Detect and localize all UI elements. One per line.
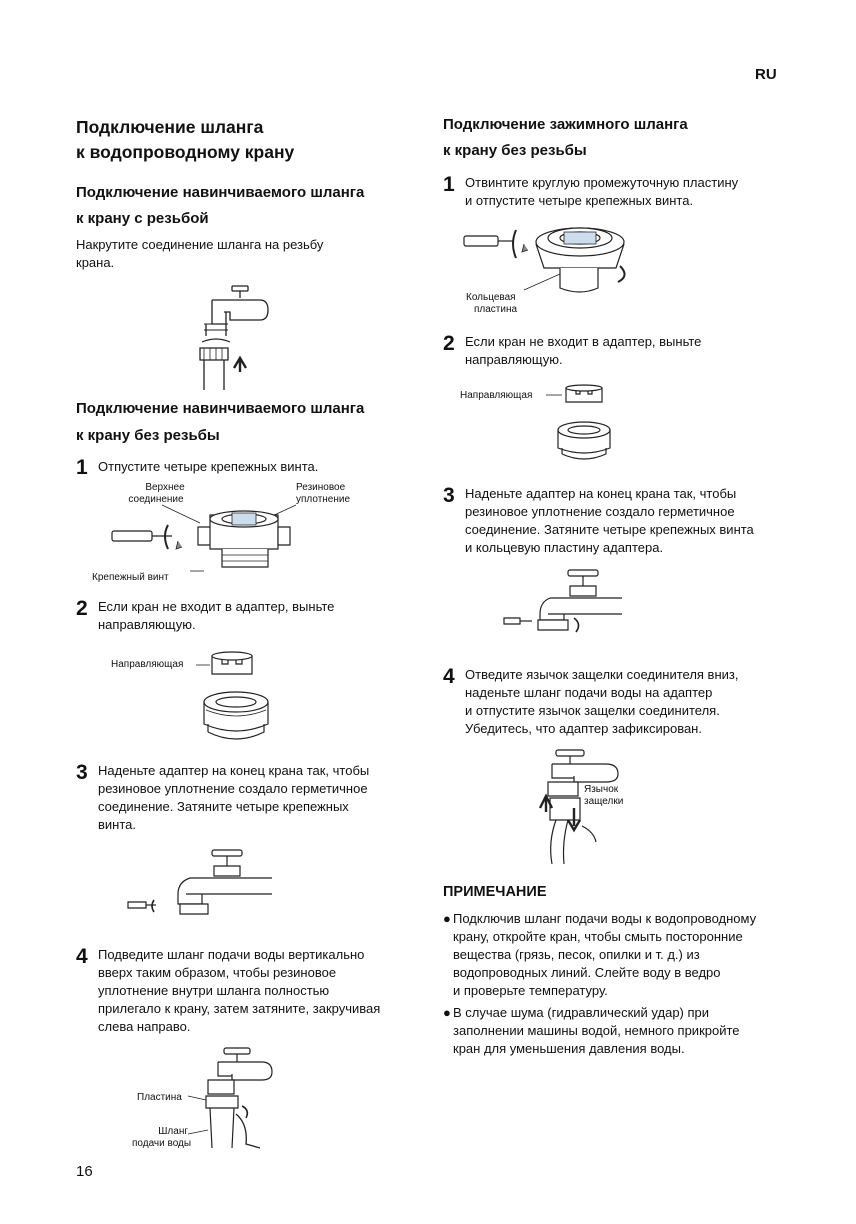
- left-step-3-line-4: винта.: [98, 817, 136, 832]
- note-bullet-1-line-3: вещества (грязь, песок, опилки и т. д.) из: [453, 947, 700, 962]
- adapter-screw-illustration: [110, 505, 300, 577]
- threaded-text-line-2: крана.: [76, 255, 115, 270]
- threaded-title-line-2: к крану с резьбой: [76, 210, 209, 227]
- left-step-2-line-1: Если кран не входит в адаптер, выньте: [98, 599, 335, 614]
- right-step-2-number: 2: [443, 332, 455, 355]
- right-step-2-line-1: Если кран не входит в адаптер, выньте: [465, 334, 702, 349]
- label-guide-left: Направляющая: [111, 659, 184, 670]
- note-bullet-2-line-2: заполнении машины водой, немного прикройте: [453, 1023, 740, 1038]
- note-bullet-1-line-1: Подключив шланг подачи воды к водопроводному: [453, 911, 757, 926]
- left-step-3-number: 3: [76, 761, 88, 784]
- right-step-4-line-1: Отведите язычок защелки соединителя вниз,: [465, 667, 739, 682]
- note-bullet-1-line-4: водопроводных линий. Слейте воду в ведро: [453, 965, 721, 980]
- note-bullet-2: [443, 1004, 823, 1058]
- hose-attach-illustration-left: [188, 1044, 274, 1150]
- label-ring-plate-1: Кольцевая: [466, 292, 516, 303]
- left-step-3-line-1: Наденьте адаптер на конец крана так, чтобы: [98, 763, 370, 778]
- label-guide-right: Направляющая: [460, 390, 533, 401]
- right-step-1-line-2: и отпустите четыре крепежных винта.: [465, 193, 694, 208]
- right-step-4-line-2: наденьте шланг подачи воды на адаптер: [465, 685, 713, 700]
- left-step-1-number: 1: [76, 456, 88, 479]
- right-step-2-line-2: направляющую.: [465, 352, 563, 367]
- label-plate: Пластина: [137, 1092, 182, 1103]
- right-step-3-line-2: резиновое уплотнение создало герметичное: [465, 504, 735, 519]
- left-step-1-text: Отпустите четыре крепежных винта.: [98, 459, 319, 474]
- left-step-4-line-4: прилегало к крану, затем затяните, закручивая: [98, 1001, 381, 1016]
- left-step-3-line-2: резиновое уплотнение создало герметичное: [98, 781, 368, 796]
- left-step-3-line-3: соединение. Затяните четыре крепежных: [98, 799, 349, 814]
- label-hose-2: подачи воды: [132, 1138, 192, 1149]
- label-rubber-seal-2: уплотнение: [296, 494, 351, 505]
- right-step-1-line-1: Отвинтите круглую промежуточную пластину: [465, 175, 739, 190]
- note-title: ПРИМЕЧАНИЕ: [443, 884, 547, 900]
- right-step-3-line-3: соединение. Затяните четыре крепежных винта: [465, 522, 754, 537]
- label-upper-joint-1: Верхнее: [145, 482, 185, 493]
- right-step-3-number: 3: [443, 484, 455, 507]
- left-step-4-number: 4: [76, 945, 88, 968]
- left-step-4-line-1: Подведите шланг подачи воды вертикально: [98, 947, 365, 962]
- label-hose-1: Шланг: [158, 1126, 188, 1137]
- note-bullet-2-line-1: В случае шума (гидравлический удар) при: [453, 1005, 710, 1020]
- label-latch-2: защелки: [584, 796, 624, 807]
- left-step-2-line-2: направляющую.: [98, 617, 196, 632]
- label-ring-plate-2: пластина: [474, 304, 518, 315]
- left-step-4-line-3: уплотнение внутри шланга полностью: [98, 983, 330, 998]
- main-title-line-2: к водопроводному крану: [76, 142, 295, 162]
- note-bullet-1-line-2: крану, откройте кран, чтобы смыть посторонние: [453, 929, 743, 944]
- right-step-4-line-4: Убедитесь, что адаптер зафиксирован.: [465, 721, 702, 736]
- label-rubber-seal-1: Резиновое: [296, 482, 346, 493]
- faucet-adapter-illustration-left: [126, 848, 274, 928]
- label-fixing-screw: Крепежный винт: [92, 572, 169, 583]
- right-step-3-line-4: и кольцевую пластину адаптера.: [465, 540, 664, 555]
- bullet-dot-icon: ●: [443, 1005, 451, 1020]
- right-step-4-line-3: и отпустите язычок защелки соединителя.: [465, 703, 720, 718]
- note-bullet-1-line-5: и проверьте температуру.: [453, 983, 608, 998]
- bullet-dot-icon: ●: [443, 911, 451, 926]
- left-step-4-line-5: слева направо.: [98, 1019, 191, 1034]
- guide-and-adapter-illustration-right: [546, 378, 616, 466]
- label-latch-1: Язычок: [584, 784, 619, 795]
- faucet-adapter-illustration-right: [502, 568, 624, 642]
- note-bullet-2-line-3: кран для уменьшения давления воды.: [453, 1041, 685, 1056]
- right-step-4-number: 4: [443, 665, 455, 688]
- label-upper-joint-2: соединение: [128, 494, 184, 505]
- threaded-title-line-1: Подключение навинчиваемого шланга: [76, 184, 365, 201]
- threaded-faucet-illustration: [190, 284, 270, 392]
- clamp-title-line-1: Подключение зажимного шланга: [443, 116, 688, 133]
- right-step-3-line-1: Наденьте адаптер на конец крана так, чтобы: [465, 486, 737, 501]
- left-step-4-line-2: вверх таким образом, чтобы резиновое: [98, 965, 337, 980]
- unthreaded-title-line-2: к крану без резьбы: [76, 427, 220, 444]
- page-number: 16: [76, 1163, 93, 1180]
- language-label: RU: [755, 66, 777, 83]
- left-step-2-number: 2: [76, 597, 88, 620]
- note-bullet-1: [443, 910, 823, 1000]
- clamp-title-line-2: к крану без резьбы: [443, 142, 587, 159]
- guide-and-adapter-illustration-left: [196, 646, 276, 746]
- unthreaded-title-line-1: Подключение навинчиваемого шланга: [76, 400, 365, 417]
- main-title-line-1: Подключение шланга: [76, 117, 264, 137]
- right-step-1-number: 1: [443, 173, 455, 196]
- threaded-text-line-1: Накрутите соединение шланга на резьбу: [76, 237, 324, 252]
